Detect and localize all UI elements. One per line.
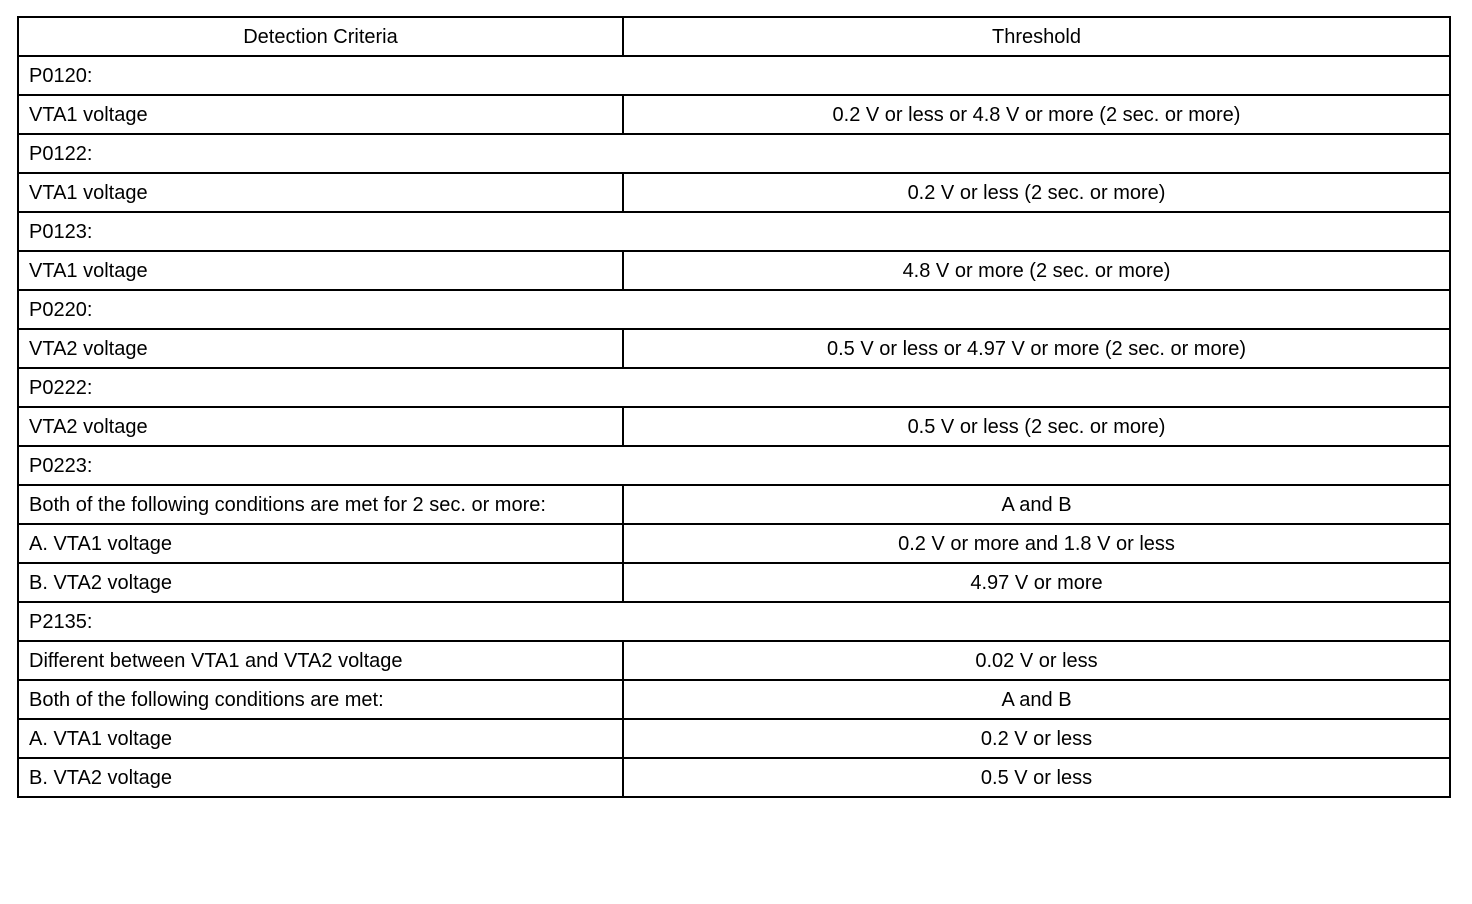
threshold-cell: 0.02 V or less — [623, 641, 1450, 680]
detection-criteria-cell: B. VTA2 voltage — [18, 563, 623, 602]
column-header-detection-criteria: Detection Criteria — [18, 17, 623, 56]
detection-criteria-cell: VTA1 voltage — [18, 251, 623, 290]
threshold-cell: 0.2 V or more and 1.8 V or less — [623, 524, 1450, 563]
table-body — [18, 56, 1450, 797]
table-header-row — [18, 17, 1450, 56]
dtc-code-row — [18, 446, 1450, 485]
detection-criteria-cell: A. VTA1 voltage — [18, 719, 623, 758]
table-row — [18, 524, 1450, 563]
detection-criteria-table — [17, 16, 1451, 798]
dtc-code-row — [18, 134, 1450, 173]
threshold-cell: 4.97 V or more — [623, 563, 1450, 602]
threshold-cell: 4.8 V or more (2 sec. or more) — [623, 251, 1450, 290]
detection-criteria-cell: Both of the following conditions are met: — [18, 680, 623, 719]
dtc-code-row — [18, 602, 1450, 641]
threshold-cell: 0.5 V or less — [623, 758, 1450, 797]
table-row — [18, 329, 1450, 368]
dtc-code-row — [18, 368, 1450, 407]
column-header-threshold: Threshold — [623, 17, 1450, 56]
dtc-code-label: P0120: — [18, 56, 1450, 95]
detection-criteria-cell: A. VTA1 voltage — [18, 524, 623, 563]
detection-criteria-cell: VTA2 voltage — [18, 407, 623, 446]
dtc-code-row — [18, 290, 1450, 329]
table-row — [18, 758, 1450, 797]
threshold-cell: 0.5 V or less (2 sec. or more) — [623, 407, 1450, 446]
dtc-code-label: P0122: — [18, 134, 1450, 173]
threshold-cell: A and B — [623, 485, 1450, 524]
table-row — [18, 407, 1450, 446]
threshold-cell: 0.2 V or less (2 sec. or more) — [623, 173, 1450, 212]
dtc-code-label: P0223: — [18, 446, 1450, 485]
table-row — [18, 485, 1450, 524]
table-row — [18, 95, 1450, 134]
dtc-code-row — [18, 56, 1450, 95]
table-row — [18, 173, 1450, 212]
detection-criteria-cell: VTA1 voltage — [18, 95, 623, 134]
detection-criteria-cell: B. VTA2 voltage — [18, 758, 623, 797]
table-row — [18, 251, 1450, 290]
threshold-cell: A and B — [623, 680, 1450, 719]
table-row — [18, 641, 1450, 680]
detection-criteria-cell: VTA2 voltage — [18, 329, 623, 368]
threshold-cell: 0.2 V or less — [623, 719, 1450, 758]
threshold-cell: 0.5 V or less or 4.97 V or more (2 sec. or more) — [623, 329, 1450, 368]
table-row — [18, 680, 1450, 719]
detection-criteria-cell: VTA1 voltage — [18, 173, 623, 212]
table-row — [18, 563, 1450, 602]
table-row — [18, 719, 1450, 758]
detection-criteria-cell: Different between VTA1 and VTA2 voltage — [18, 641, 623, 680]
dtc-code-row — [18, 212, 1450, 251]
detection-criteria-cell: Both of the following conditions are met for 2 sec. or more: — [18, 485, 623, 524]
dtc-code-label: P0222: — [18, 368, 1450, 407]
dtc-code-label: P0220: — [18, 290, 1450, 329]
dtc-code-label: P0123: — [18, 212, 1450, 251]
threshold-cell: 0.2 V or less or 4.8 V or more (2 sec. or more) — [623, 95, 1450, 134]
dtc-code-label: P2135: — [18, 602, 1450, 641]
